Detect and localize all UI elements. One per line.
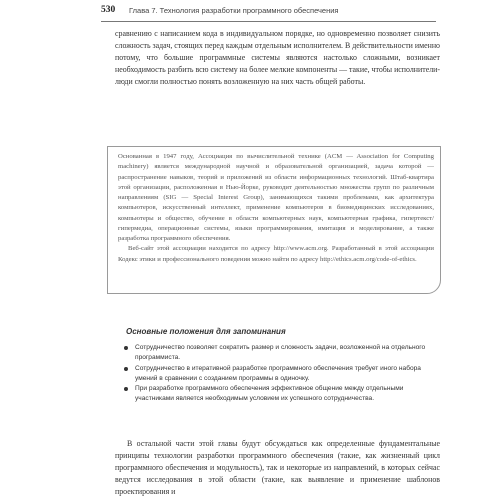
list-item-text: Сотрудничество в итеративной разработке программного обеспечения требует иного набора умений в сравнении с созданием программы в одиночку. xyxy=(135,364,421,382)
sidebar-paragraph: Основанная в 1947 году, Ассоциация по вычислительной технике (ACM — Association for Computing machinery) является международной научной и образовательной организацией, задача которой — распространение навыков, теорий и приложений из области информационных технологий. Штаб-квартира этой организации, расположенная в Нью-Йорке, руководит деятельностью множества групп по различным направлениям (SIG — Special Interest Group), занимающихся такими проблемами, как архитектура компьютеров, искусственный интеллект, применение компьютеров в биомедицинских исследованиях, компьютеры и общество, обучение в области компьютерных наук, компьютерная графика, гипертекст/гипермедиа, операционные системы, языки программирования, имитация и моделирование, а также разработка программного обеспечения. xyxy=(118,153,434,242)
list-item xyxy=(124,384,434,405)
list-item xyxy=(124,343,434,364)
list-item-text: Сотрудничество позволяет сократить размер и сложность задачи, возложенной на отдельного программиста. xyxy=(135,344,426,362)
closing-paragraph-text: В остальной части этой главы будут обсуждаться как определенные фундаментальные принципы технологии разработки программного обеспечения (такие, как жизненный цикл программного обеспечения и модульность), так и некоторые из направлений, в которых сейчас ведутся исследования в этой области (такие, как выявление и применение шаблонов проектирования и xyxy=(115,439,440,496)
sidebar-text xyxy=(118,152,434,265)
list-item xyxy=(124,364,434,385)
running-head: Глава 7. Технология разработки программного обеспечения xyxy=(129,5,339,15)
page-header xyxy=(0,0,500,22)
header-rule xyxy=(101,21,436,22)
closing-paragraph xyxy=(115,438,440,498)
intro-paragraph: сравнению с написанием кода в индивидуальном порядке, но одновременно позволяет снизить сложность задач, стоящих перед каждым отдельным исполнителем. В действительности именно потому, что большие программные системы являются настолько сложными, возникает необходимость разбить всю систему на более мелкие компоненты — такие, чтобы исполнители-люди смогли полностью понять возложенную на них часть общей работы. xyxy=(115,29,440,86)
page-number: 530 xyxy=(101,5,116,15)
bullet-icon xyxy=(124,387,128,391)
key-points-title: Основные положения для запоминания xyxy=(126,327,286,336)
bullet-icon xyxy=(124,367,128,371)
bullet-icon xyxy=(124,346,128,350)
key-points-list xyxy=(124,343,434,405)
list-item-text: При разработке программного обеспечения эффективное общение между отдельными участниками является необходимым условием их успешного сотрудничества. xyxy=(135,385,404,403)
sidebar-paragraph: Веб-сайт этой ассоциации находится по адресу http://www.acm.org. Разработанный в этой ассоциации Кодекс этики и профессионального поведения можно найти по адресу http://ethics.acm.org/code-of-ethics. xyxy=(118,245,434,263)
